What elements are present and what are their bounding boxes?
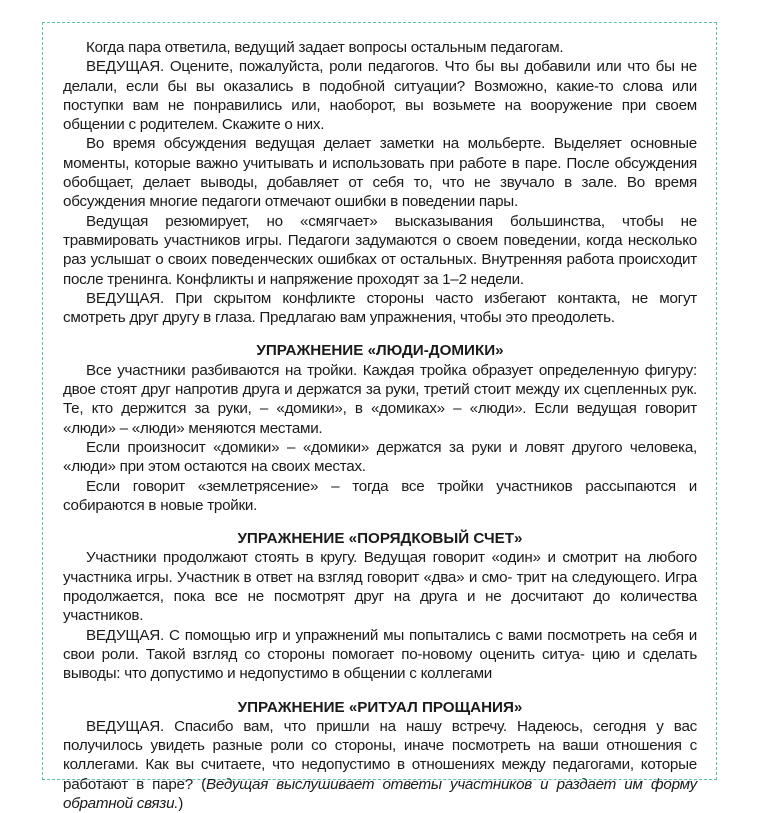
paragraph: Ведущая резюмирует, но «смягчает» высказывания большинства, чтобы не травмировать участников игры. Педагоги задумаются о своем поведении, когда несколько раз услышат о своих поведенческих ошибках от остальных. Внутренняя работа происходит после тренинга. Конфликты и напряжение проходят за 1–2 недели. xyxy=(63,212,697,288)
paragraph-text: ВЕДУЩАЯ. Спасибо вам, что пришли на нашу встречу. Надеюсь, сегодня у вас получилось увидеть разные роли со стороны, иначе посмотреть на ваши отношения с коллегами. Как вы считаете, что недопустимо в отношениях между педагогами, которые работают в паре? ( xyxy=(63,717,697,793)
paragraph: Если говорит «землетрясение» – тогда все тройки участников рассыпаются и собираются в новые тройки. xyxy=(63,477,697,514)
paragraph: ВЕДУЩАЯ. Оцените, пожалуйста, роли педагогов. Что бы вы добавили или что бы не делали, если бы вы оказались в подобной ситуации? Возможно, какие-то слова или поступки вам не понравились или, наоборот, вы возьмете на вооружение при своем общении с родителем. Скажите о них. xyxy=(63,58,697,134)
paragraph: ВЕДУЩАЯ. С помощью игр и упражнений мы попытались с вами посмотреть на себя и свои роли. Такой взгляд со стороны помогает по-новому оценить ситуа- цию и сделать выводы: что допустимо и недопустимо в общении с коллегами xyxy=(63,626,697,683)
paragraph: Все участники разбиваются на тройки. Каждая тройка образует определенную фигуру: двое стоят друг напротив друга и держатся за руки, третий стоит между их сцепленных рук. Те, кто держится за руки, – «домики», в «домиках» – «люди». Если ведущая говорит «люди» – «люди» меняются местами. xyxy=(63,361,697,437)
section-heading: УПРАЖНЕНИЕ «ПОРЯДКОВЫЙ СЧЕТ» xyxy=(237,530,523,548)
paragraph-text-end: ) xyxy=(178,794,184,812)
section-heading: УПРАЖНЕНИЕ «ЛЮДИ-ДОМИКИ» xyxy=(256,342,504,360)
paragraph: Во время обсуждения ведущая делает заметки на мольберте. Выделяет основные моменты, которые важно учитывать и использовать при работе в паре. После обсуждения обобщает, делает выводы, добавляет от себя то, что не звучало в зале. Во время обсуждения многие педагоги отмечают ошибки в поведении пары. xyxy=(63,135,697,211)
paragraph: Если произносит «домики» – «домики» держатся за руки и ловят другого человека, «люди» при этом остаются на своих местах. xyxy=(63,438,697,476)
stage-direction: Ведущая выслушивает ответы участников и раздает им форму обратной связи. xyxy=(63,775,697,812)
document-body xyxy=(63,38,697,813)
paragraph: Когда пара ответила, ведущий задает вопросы остальным педагогам. xyxy=(86,39,564,56)
paragraph: Участники продолжают стоять в кругу. Ведущая говорит «один» и смотрит на любого участника игры. Участник в ответ на взгляд говорит «два» и смо- трит на следующего. Игра продолжается, пока все не посмотрят друг на друга и не досчитают до количества участников. xyxy=(63,549,697,625)
paragraph: ВЕДУЩАЯ. При скрытом конфликте стороны часто избегают контакта, не могут смотреть друг другу в глаза. Предлагаю вам упражнения, чтобы это преодолеть. xyxy=(63,289,697,327)
section-heading: УПРАЖНЕНИЕ «РИТУАЛ ПРОЩАНИЯ» xyxy=(237,698,523,716)
paragraph xyxy=(63,717,697,813)
